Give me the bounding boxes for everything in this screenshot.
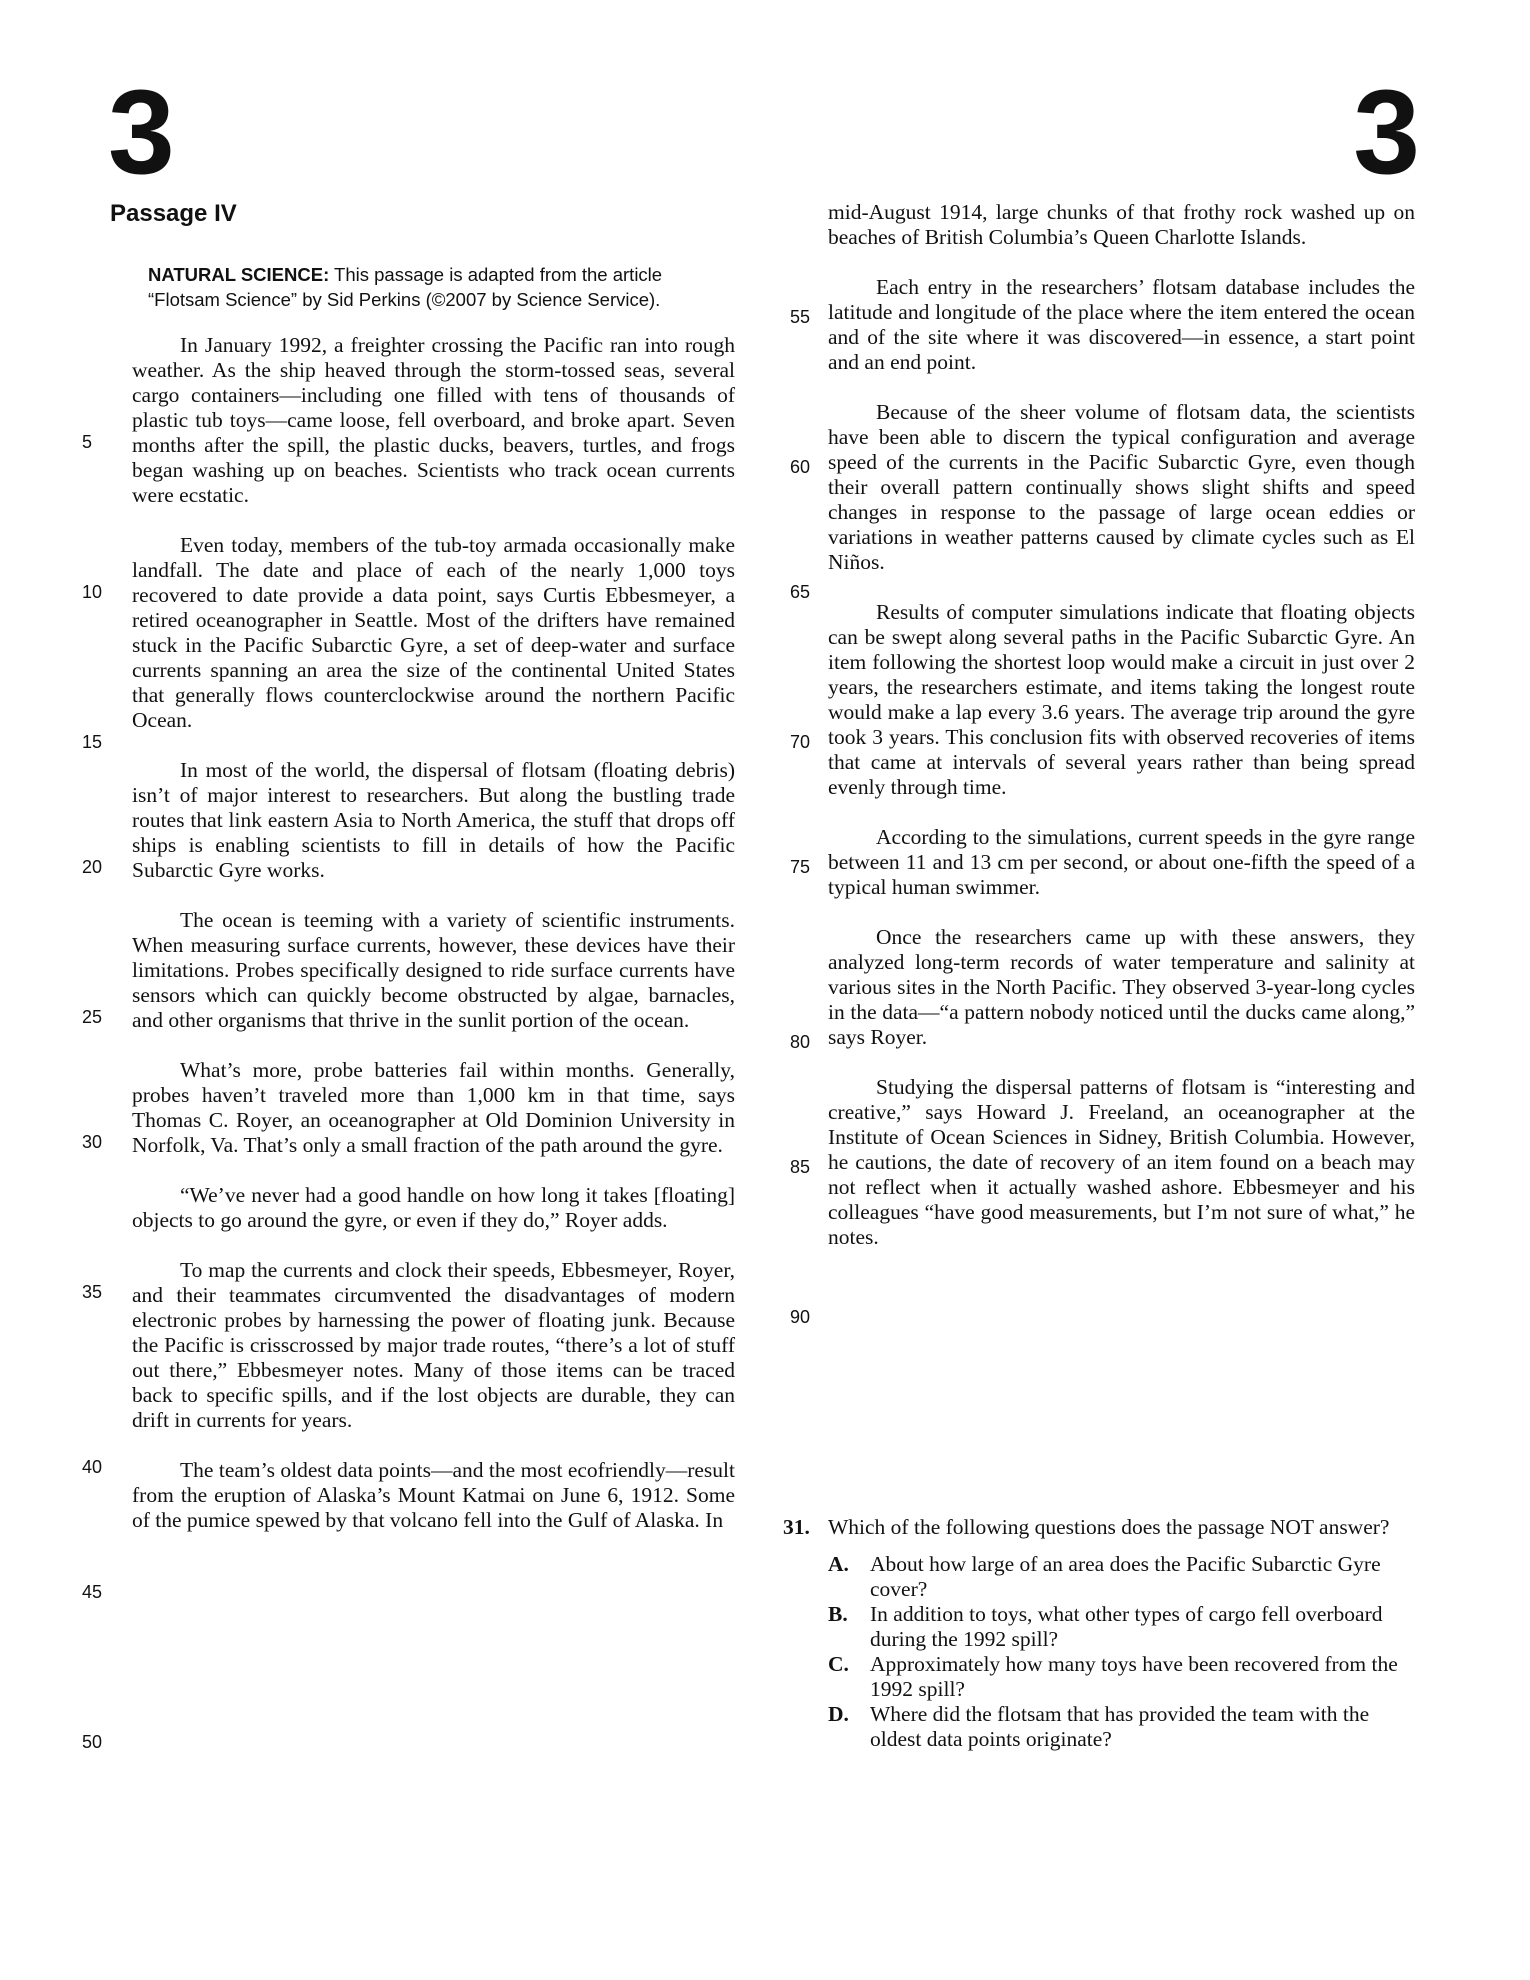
passage-paragraph: Results of computer simulations indicate that floating objects can be swept along several paths in the Pacific Subarctic Gyre. An item following the shortest loop would make a circuit in just over 2 years, the researchers estimate, and items taking the longest route would make a lap every 3.6 years. The average trip around the gyre took 3 years. This conclusion fits with observed recoveries of items that came at intervals of several years rather than being spread evenly through time. — [828, 600, 1415, 799]
answer-choices — [828, 1552, 1415, 1752]
choice-text: Approximately how many toys have been recovered from the 1992 spill? — [870, 1652, 1398, 1701]
passage-intro — [148, 262, 728, 312]
line-number: 55 — [790, 307, 811, 327]
passage-paragraph: Studying the dispersal patterns of flotsam is “interesting and creative,” says Howard J. Freeland, an oceanographer at the Institute of Ocean Sciences in Sidney, British Columbia. However, he cautions, the date of recovery of an item found on a beach may not reflect when it actually washed ashore. Ebbesmeyer and his colleagues “have good measurements, but I’m not sure of what,” he notes. — [828, 1075, 1415, 1249]
line-number: 85 — [790, 1157, 811, 1177]
choice-letter: A. — [828, 1552, 849, 1576]
question-stem: Which of the following questions does the passage NOT answer? — [828, 1515, 1390, 1539]
line-number: 20 — [82, 857, 103, 877]
section-number-right: 3 — [1353, 65, 1420, 199]
choice-text: Where did the flotsam that has provided the team with the oldest data points originate? — [870, 1702, 1370, 1751]
line-number: 25 — [82, 1007, 103, 1027]
choice-text: About how large of an area does the Pacific Subarctic Gyre cover? — [870, 1552, 1381, 1601]
intro-label: NATURAL SCIENCE: — [148, 264, 330, 285]
passage-paragraph: Even today, members of the tub-toy armada occasionally make landfall. The date and place of each of the nearly 1,000 toys recovered to date provide a data point, says Curtis Ebbesmeyer, a retired oceanographer in Seattle. Most of the drifters have remained stuck in the Pacific Subarctic Gyre, a set of deep-water and surface currents spanning an area the size of the continental United States that generally flows counterclockwise around the northern Pacific Ocean. — [132, 533, 735, 732]
answer-choice-d[interactable] — [828, 1702, 1415, 1752]
line-number: 45 — [82, 1582, 103, 1602]
intro-text: This passage is adapted from the article “Flotsam Science” by Sid Perkins (©2007 by Science Service). — [148, 264, 663, 310]
line-number: 60 — [790, 457, 811, 477]
line-number: 90 — [790, 1307, 811, 1327]
passage-paragraph: The ocean is teeming with a variety of scientific instruments. When measuring surface currents, however, these devices have their limitations. Probes specifically designed to ride surface currents have sensors which can quickly become obstructed by algae, barnacles, and other organisms that thrive in the sunlit portion of the ocean. — [132, 908, 735, 1032]
passage-paragraph: Each entry in the researchers’ flotsam database includes the latitude and longitude of the place where the item entered the ocean and of the site where it was discovered—in essence, a start point and an end point. — [828, 275, 1415, 374]
answer-choice-b[interactable] — [828, 1602, 1415, 1652]
passage-paragraph: To map the currents and clock their speeds, Ebbesmeyer, Royer, and their teammates circumvented the disadvantages of modern electronic probes by harnessing the power of floating junk. Because the Pacific is crisscrossed by major trade routes, “there’s a lot of stuff out there,” Ebbesmeyer notes. Many of those items can be traced back to specific spills, and if the lost objects are durable, they can drift in currents for years. — [132, 1258, 735, 1432]
line-number: 15 — [82, 732, 103, 752]
passage-paragraph: Because of the sheer volume of flotsam data, the scientists have been able to discern the typical configuration and average speed of the currents in the Pacific Subarctic Gyre, even though their overall pattern continually shows slight shifts and speed changes in response to the passage of large ocean eddies or variations in weather patterns caused by climate cycles such as El Niños. — [828, 400, 1415, 574]
line-number: 40 — [82, 1457, 103, 1477]
passage-left-column — [110, 200, 735, 1558]
passage-paragraph: What’s more, probe batteries fail within months. Generally, probes haven’t traveled more than 1,000 km in that time, says Thomas C. Royer, an oceanographer at Old Dominion University in Norfolk, Va. That’s only a small fraction of the path around the gyre. — [132, 1058, 735, 1157]
line-number: 35 — [82, 1282, 103, 1302]
question-number: 31. — [783, 1515, 810, 1539]
passage-right-column — [828, 200, 1415, 1275]
choice-text: In addition to toys, what other types of cargo fell overboard during the 1992 spill? — [870, 1602, 1383, 1651]
line-number: 65 — [790, 582, 811, 602]
passage-paragraph: In January 1992, a freighter crossing the Pacific ran into rough weather. As the ship heaved through the storm-tossed seas, several cargo containers—including one filled with tens of thousands of plastic tub toys—came loose, fell overboard, and broke apart. Seven months after the spill, the plastic ducks, beavers, turtles, and frogs began washing up on beaches. Scientists who track ocean currents were ecstatic. — [132, 333, 735, 507]
passage-title: Passage IV — [110, 200, 237, 227]
line-number: 10 — [82, 582, 103, 602]
passage-paragraph: In most of the world, the dispersal of flotsam (floating debris) isn’t of major interest to researchers. But along the bustling trade routes that link eastern Asia to North America, the stuff that drops off ships is enabling scientists to fill in details of how the Pacific Subarctic Gyre works. — [132, 758, 735, 882]
line-number: 80 — [790, 1032, 811, 1052]
line-number: 5 — [82, 432, 93, 452]
choice-letter: D. — [828, 1702, 849, 1726]
passage-paragraph: “We’ve never had a good handle on how long it takes [floating] objects to go around the gyre, or even if they do,” Royer adds. — [132, 1183, 735, 1232]
answer-choice-c[interactable] — [828, 1652, 1415, 1702]
passage-paragraph: Once the researchers came up with these answers, they analyzed long-term records of water temperature and salinity at various sites in the North Pacific. They observed 3-year-long cycles in the data—“a pattern nobody noticed until the ducks came along,” says Royer. — [828, 925, 1415, 1049]
choice-letter: B. — [828, 1602, 848, 1626]
line-number: 70 — [790, 732, 811, 752]
question-31 — [783, 1515, 1415, 1752]
passage-paragraph-continued: mid-August 1914, large chunks of that frothy rock washed up on beaches of British Columbia’s Queen Charlotte Islands. — [828, 200, 1415, 249]
passage-paragraph: The team’s oldest data points—and the most ecofriendly—result from the eruption of Alaska’s Mount Katmai on June 6, 1912. Some of the pumice spewed by that volcano fell into the Gulf of Alaska. In — [132, 1458, 735, 1532]
answer-choice-a[interactable] — [828, 1552, 1415, 1602]
line-number: 50 — [82, 1732, 103, 1752]
line-number: 75 — [790, 857, 811, 877]
choice-letter: C. — [828, 1652, 849, 1676]
passage-paragraph: According to the simulations, current speeds in the gyre range between 11 and 13 cm per second, or about one-fifth the speed of a typical human swimmer. — [828, 825, 1415, 899]
line-number: 30 — [82, 1132, 103, 1152]
section-number-left: 3 — [108, 65, 175, 199]
